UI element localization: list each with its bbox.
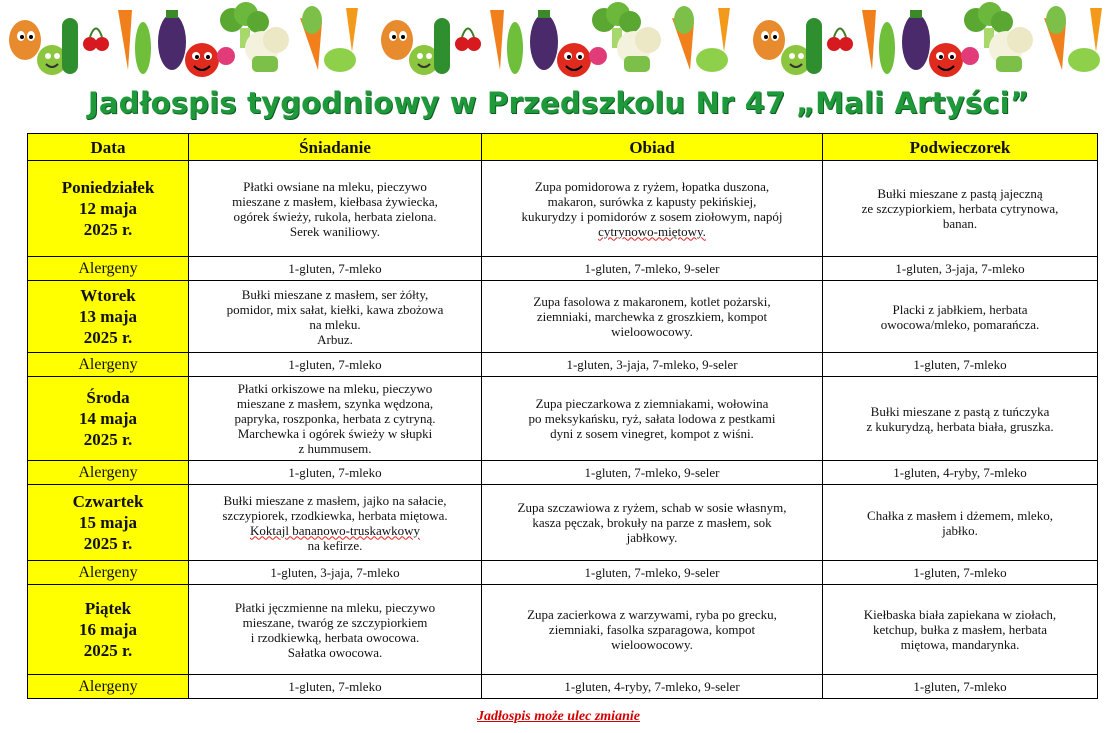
header-breakfast: Śniadanie: [189, 134, 482, 161]
table-row: [28, 281, 1098, 353]
meal-line: papryka, roszponka, herbata z cytryną.: [234, 411, 436, 426]
meal-line: mieszane z masłem, kiełbasa żywiecka,: [232, 193, 438, 209]
allergen-label: Alergeny: [28, 561, 189, 585]
day-name: Poniedziałek: [61, 178, 155, 197]
meal-line: owocowa/mleko, pomarańcza.: [880, 316, 1040, 332]
menu-table: [27, 133, 1098, 699]
allergen-row: [28, 257, 1098, 281]
day-cell: [28, 161, 189, 257]
meal-line: Zupa zacierkowa z warzywami, ryba po grecku,: [527, 607, 777, 622]
breakfast-cell: [189, 377, 482, 461]
day-name: Piątek: [84, 599, 132, 618]
table-row: [28, 585, 1098, 675]
meal-line: Koktajl bananowo-truskawkowy: [249, 522, 421, 538]
meal-line: jabłko.: [942, 522, 978, 538]
day-date: 16 maja: [78, 620, 138, 639]
header-row: [28, 134, 1098, 161]
allergen-snack: 1-gluten, 7-mleko: [823, 561, 1098, 585]
meal-line: ogórek świeży, rukola, herbata zielona.: [233, 208, 437, 224]
meal-line: dyni z sosem vinegret, kompot z wiśni.: [550, 426, 754, 441]
day-date: 13 maja: [78, 307, 138, 326]
table-row: [28, 485, 1098, 561]
meal-line: makaron, surówka z kapusty pekińskiej,: [547, 193, 757, 209]
meal-line: miętowa, mandarynka.: [900, 637, 1020, 652]
day-cell: [28, 281, 189, 353]
meal-line: Kiełbaska biała zapiekana w ziołach,: [863, 607, 1057, 622]
allergen-snack: 1-gluten, 7-mleko: [823, 675, 1098, 699]
meal-line: cytrynowo-miętowy.: [598, 223, 706, 239]
lunch-cell: [482, 485, 823, 561]
meal-line: Zupa fasolowa z makaronem, kotlet pożarski,: [533, 294, 771, 309]
allergen-row: [28, 675, 1098, 699]
allergen-lunch: 1-gluten, 7-mleko, 9-seler: [482, 257, 823, 281]
meal-line: Chałka z masłem i dżemem, mleko,: [867, 507, 1053, 523]
meal-line: Płatki jęczmienne na mleku, pieczywo: [234, 599, 436, 615]
day-cell: [28, 585, 189, 675]
allergen-snack: 1-gluten, 4-ryby, 7-mleko: [823, 461, 1098, 485]
meal-line: Serek waniliowy.: [289, 223, 381, 239]
allergen-breakfast: 1-gluten, 3-jaja, 7-mleko: [189, 561, 482, 585]
allergen-snack: 1-gluten, 7-mleko: [823, 353, 1098, 377]
lunch-cell: [482, 161, 823, 257]
meal-line: jabłkowy.: [626, 530, 678, 545]
meal-line: pomidor, mix sałat, kiełki, kawa zbożowa: [226, 301, 444, 317]
allergen-snack: 1-gluten, 3-jaja, 7-mleko: [823, 257, 1098, 281]
header-lunch: Obiad: [482, 134, 823, 161]
vegetable-banner: [0, 0, 1117, 84]
meal-line: kukurydzy i pomidorów z sosem ziołowym, napój: [521, 208, 783, 224]
snack-cell: [823, 585, 1098, 675]
day-date: 15 maja: [78, 513, 138, 532]
header-date: Data: [28, 134, 189, 161]
page-title: Jadłospis tygodniowy w Przedszkolu Nr 47 „Mali Artyści”: [87, 86, 1030, 120]
day-name: Wtorek: [80, 286, 136, 305]
meal-line: Zupa pomidorowa z ryżem, łopatka duszona,: [534, 178, 770, 194]
breakfast-cell: [189, 281, 482, 353]
meal-line: ketchup, bułka z masłem, herbata: [873, 622, 1047, 637]
meal-line: Zupa pieczarkowa z ziemniakami, wołowina: [535, 396, 769, 411]
allergen-label: Alergeny: [28, 675, 189, 699]
allergen-row: [28, 461, 1098, 485]
meal-line: wieloowocowy.: [611, 637, 693, 652]
allergen-label: Alergeny: [28, 353, 189, 377]
day-date: 14 maja: [78, 409, 138, 428]
table-row: [28, 377, 1098, 461]
meal-line: na kefirze.: [307, 537, 363, 553]
lunch-cell: [482, 377, 823, 461]
table-row: [28, 161, 1098, 257]
meal-line: z kukurydzą, herbata biała, gruszka.: [866, 418, 1054, 434]
day-date: 12 maja: [78, 199, 138, 218]
header-snack: Podwieczorek: [823, 134, 1098, 161]
meal-line: i rzodkiewką, herbata owocowa.: [250, 629, 420, 645]
allergen-breakfast: 1-gluten, 7-mleko: [189, 675, 482, 699]
meal-line: Sałatka owocowa.: [287, 644, 383, 660]
lunch-cell: [482, 585, 823, 675]
allergen-row: [28, 561, 1098, 585]
vegetables-illustration-icon: [0, 0, 1117, 84]
meal-line: Arbuz.: [317, 331, 353, 347]
allergen-lunch: 1-gluten, 7-mleko, 9-seler: [482, 561, 823, 585]
meal-line: szczypiorek, rzodkiewka, herbata miętowa.: [222, 507, 448, 523]
allergen-breakfast: 1-gluten, 7-mleko: [189, 257, 482, 281]
meal-line: Bułki mieszane z pastą jajeczną: [877, 186, 1043, 201]
day-year: 2025 r.: [83, 430, 133, 449]
day-name: Środa: [86, 388, 130, 407]
day-year: 2025 r.: [83, 641, 133, 660]
breakfast-cell: [189, 585, 482, 675]
day-year: 2025 r.: [83, 220, 133, 239]
day-cell: [28, 485, 189, 561]
meal-line: Płatki owsiane na mleku, pieczywo: [243, 178, 427, 194]
allergen-label: Alergeny: [28, 461, 189, 485]
allergen-row: [28, 353, 1098, 377]
meal-line: Bułki mieszane z pastą z tuńczyka: [870, 403, 1050, 419]
meal-line: wieloowocowy.: [611, 324, 693, 339]
lunch-cell: [482, 281, 823, 353]
meal-line: Płatki orkiszowe na mleku, pieczywo: [237, 381, 433, 396]
snack-cell: [823, 377, 1098, 461]
meal-line: z hummusem.: [298, 441, 372, 456]
meal-line: Bułki mieszane z masłem, jajko na sałacie,: [223, 492, 447, 508]
allergen-lunch: 1-gluten, 3-jaja, 7-mleko, 9-seler: [482, 353, 823, 377]
snack-cell: [823, 161, 1098, 257]
breakfast-cell: [189, 485, 482, 561]
snack-cell: [823, 485, 1098, 561]
snack-cell: [823, 281, 1098, 353]
meal-line: Marchewka i ogórek świeży w słupki: [237, 426, 433, 441]
allergen-breakfast: 1-gluten, 7-mleko: [189, 353, 482, 377]
footer-note: Jadłospis może ulec zmianie: [477, 709, 640, 724]
meal-line: na mleku.: [309, 316, 361, 332]
meal-line: mieszane z masłem, szynka wędzona,: [236, 396, 434, 411]
meal-line: kasza pęczak, brokuły na parze z masłem, sok: [532, 515, 772, 530]
meal-line: ziemniaki, fasolka szparagowa, kompot: [548, 622, 756, 637]
breakfast-cell: [189, 161, 482, 257]
day-cell: [28, 377, 189, 461]
meal-line: mieszane, twaróg ze szczypiorkiem: [242, 614, 428, 630]
allergen-lunch: 1-gluten, 7-mleko, 9-seler: [482, 461, 823, 485]
meal-line: banan.: [942, 216, 978, 231]
meal-line: po meksykańsku, ryż, sałata lodowa z pestkami: [528, 411, 776, 426]
allergen-label: Alergeny: [28, 257, 189, 281]
meal-line: Placki z jabłkiem, herbata: [892, 301, 1028, 317]
day-year: 2025 r.: [83, 534, 133, 553]
day-year: 2025 r.: [83, 328, 133, 347]
meal-line: ze szczypiorkiem, herbata cytrynowa,: [861, 201, 1059, 216]
day-name: Czwartek: [72, 492, 144, 511]
meal-line: ziemniaki, marchewka z groszkiem, kompot: [536, 309, 768, 324]
allergen-lunch: 1-gluten, 4-ryby, 7-mleko, 9-seler: [482, 675, 823, 699]
meal-line: Zupa szczawiowa z ryżem, schab w sosie własnym,: [517, 500, 787, 515]
meal-line: Bułki mieszane z masłem, ser żółty,: [241, 286, 429, 302]
allergen-breakfast: 1-gluten, 7-mleko: [189, 461, 482, 485]
